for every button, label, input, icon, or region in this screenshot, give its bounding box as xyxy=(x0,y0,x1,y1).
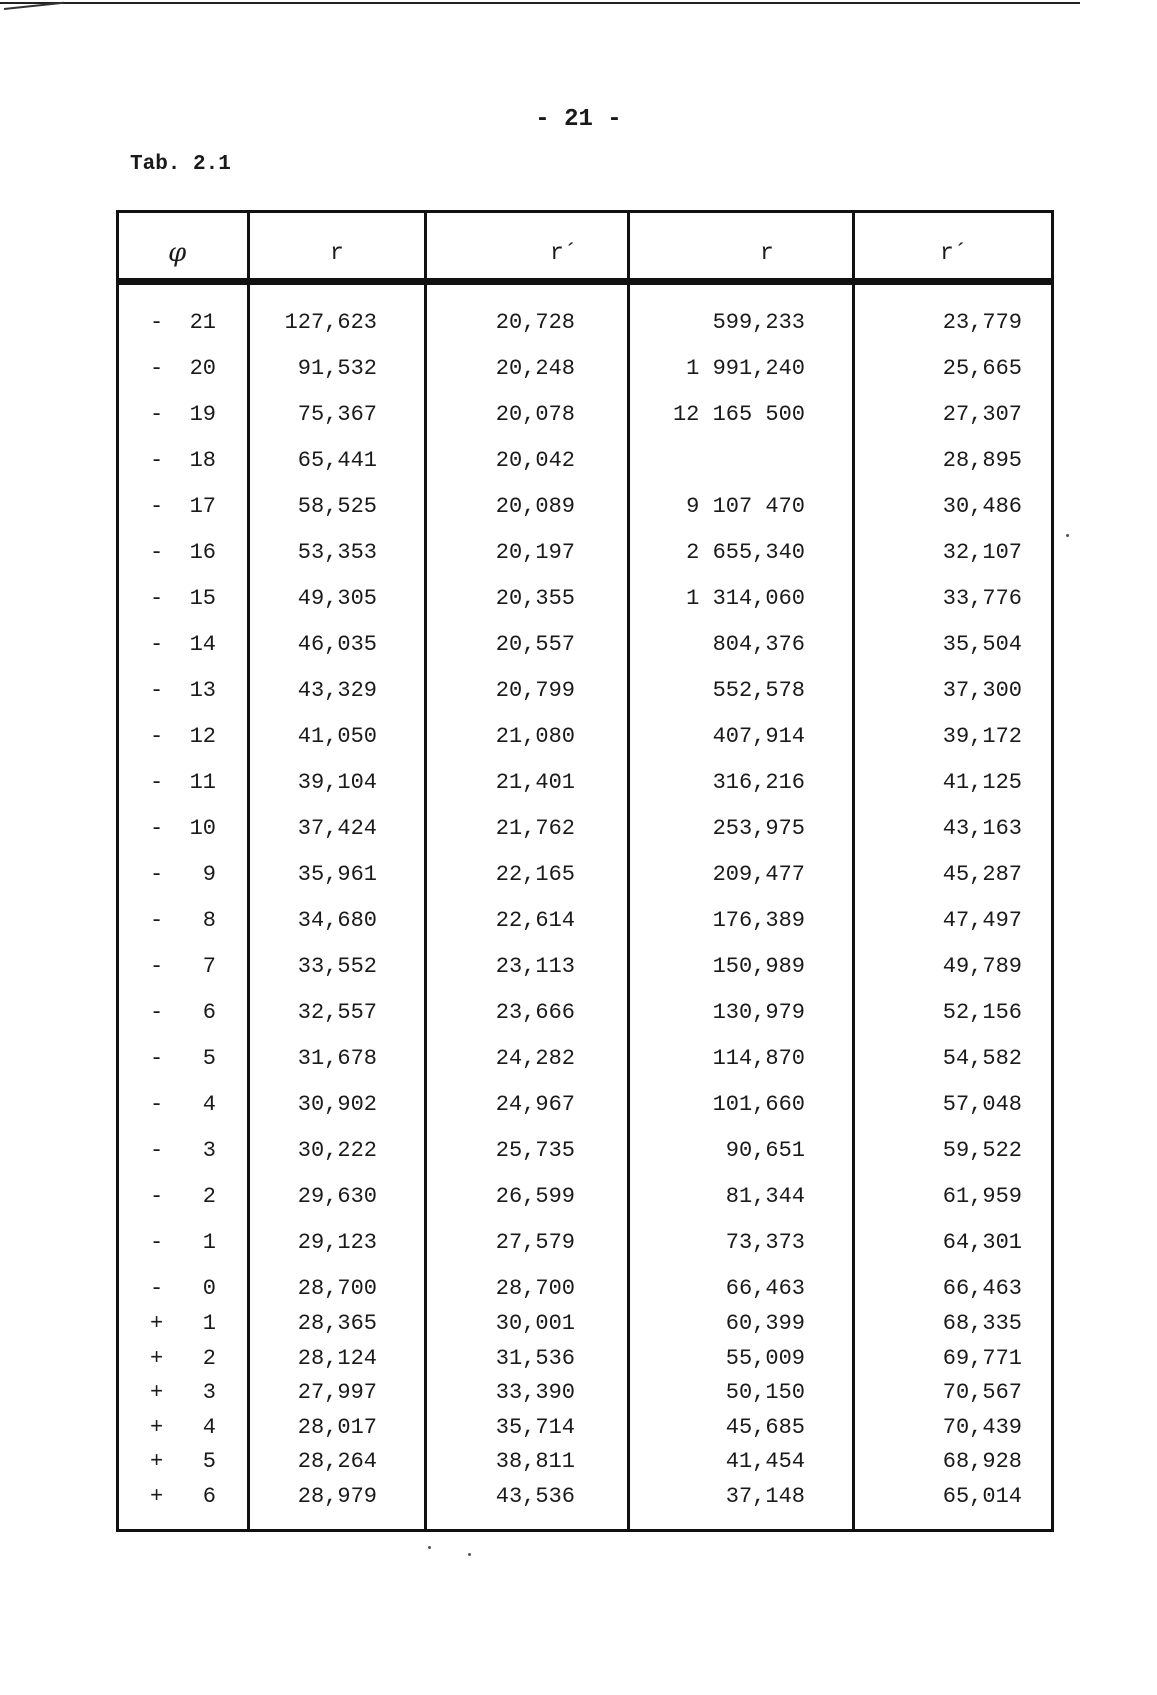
table-cell-rp1: 25,735 xyxy=(495,1138,575,1163)
table-cell-r2: 316,216 xyxy=(712,770,805,795)
table-cell-rp2: 70,567 xyxy=(942,1380,1022,1405)
table-cell-phi xyxy=(150,631,216,659)
table-cell-rp2: 41,125 xyxy=(942,770,1022,795)
table-cell-rp2: 65,014 xyxy=(942,1483,1022,1509)
table-cell-r1: 33,552 xyxy=(297,954,377,979)
header-r-prime: r´ xyxy=(940,240,968,266)
table-cell-phi xyxy=(150,493,216,521)
table-cell-phi xyxy=(150,769,216,797)
table-cell-rp2: 52,156 xyxy=(942,1000,1022,1025)
phi-value: 6 xyxy=(202,1483,216,1509)
table-cell-r1: 65,441 xyxy=(297,448,377,473)
phi-value: 16 xyxy=(189,540,216,565)
table-cell-r1: 41,050 xyxy=(297,724,377,749)
table-cell-rp1: 38,811 xyxy=(495,1449,575,1474)
phi-sign: - xyxy=(150,632,164,657)
table-cell-r1: 34,680 xyxy=(297,908,377,933)
table-cell-phi xyxy=(150,1310,216,1338)
table-cell-r1: 43,329 xyxy=(297,678,377,703)
table-cell-r1: 127,623 xyxy=(284,310,377,335)
table-cell-r1: 27,997 xyxy=(297,1380,377,1405)
table-cell-r2: 101,660 xyxy=(712,1092,805,1117)
phi-sign: - xyxy=(150,356,164,381)
table-cell-phi xyxy=(150,1137,216,1165)
phi-value: 18 xyxy=(189,448,216,473)
table-cell-rp2: 25,665 xyxy=(942,356,1022,381)
table-cell-rp1: 20,197 xyxy=(495,540,575,565)
table-cell-rp2: 27,307 xyxy=(942,402,1022,427)
table-cell-r1: 28,017 xyxy=(297,1414,377,1440)
phi-sign: - xyxy=(150,402,164,427)
table-cell-rp2: 33,776 xyxy=(942,586,1022,611)
table-cell-phi xyxy=(150,1229,216,1257)
table-cell-phi xyxy=(150,1379,216,1407)
table-cell-rp2: 43,163 xyxy=(942,816,1022,841)
table-cell-r1: 30,902 xyxy=(297,1092,377,1117)
phi-value: 19 xyxy=(189,402,216,427)
table-cell-rp2: 66,463 xyxy=(942,1276,1022,1301)
table-cell-phi xyxy=(150,1275,216,1303)
table-cell-phi xyxy=(150,401,216,429)
table-cell-rp1: 20,557 xyxy=(495,632,575,657)
table-cell-r2: 41,454 xyxy=(725,1449,805,1474)
table-frame xyxy=(116,210,1054,1532)
table-cell-rp2: 69,771 xyxy=(942,1345,1022,1371)
table-cell-rp2: 23,779 xyxy=(942,310,1022,335)
phi-value: 3 xyxy=(202,1138,216,1163)
header-r-prime: r´ xyxy=(550,240,578,266)
phi-sign: - xyxy=(150,1000,164,1025)
table-cell-rp2: 47,497 xyxy=(942,908,1022,933)
table-cell-r2: 176,389 xyxy=(712,908,805,933)
phi-sign: + xyxy=(150,1483,164,1509)
table-cell-rp1: 20,799 xyxy=(495,678,575,703)
table-cell-rp1: 33,390 xyxy=(495,1380,575,1405)
header-phi: φ xyxy=(168,238,187,268)
table-cell-r2: 804,376 xyxy=(712,632,805,657)
phi-sign: - xyxy=(150,724,164,749)
column-divider xyxy=(247,210,250,1532)
phi-value: 20 xyxy=(189,356,216,381)
table-cell-rp1: 23,666 xyxy=(495,1000,575,1025)
table-cell-phi xyxy=(150,1183,216,1211)
table-cell-rp1: 28,700 xyxy=(495,1276,575,1301)
table-cell-r2: 37,148 xyxy=(725,1483,805,1509)
header-r: r xyxy=(330,240,344,266)
scan-speck xyxy=(468,1553,471,1556)
table-cell-rp1: 21,401 xyxy=(495,770,575,795)
phi-sign: - xyxy=(150,586,164,611)
table-cell-r2: 55,009 xyxy=(725,1345,805,1371)
table-cell-r2: 2 655,340 xyxy=(686,540,805,565)
table-cell-rp1: 20,089 xyxy=(495,494,575,519)
table-cell-r2: 9 107 470 xyxy=(686,494,805,519)
page-top-rule xyxy=(0,2,1080,4)
table-cell-phi xyxy=(150,1414,216,1442)
table-cell-r1: 46,035 xyxy=(297,632,377,657)
table-cell-r1: 31,678 xyxy=(297,1046,377,1071)
phi-value: 2 xyxy=(202,1345,216,1371)
phi-value: 14 xyxy=(189,632,216,657)
table-cell-r1: 28,124 xyxy=(297,1345,377,1371)
header-r: r xyxy=(760,240,774,266)
phi-sign: - xyxy=(150,770,164,795)
table-cell-r2: 50,150 xyxy=(725,1380,805,1405)
table-cell-phi xyxy=(150,907,216,935)
table-cell-rp1: 20,355 xyxy=(495,586,575,611)
table-cell-r1: 28,979 xyxy=(297,1483,377,1509)
table-cell-phi xyxy=(150,953,216,981)
table-cell-rp2: 28,895 xyxy=(942,448,1022,473)
table-cell-rp2: 68,335 xyxy=(942,1311,1022,1336)
table-cell-rp2: 49,789 xyxy=(942,954,1022,979)
table-cell-r2: 12 165 500 xyxy=(672,402,805,427)
table-cell-r1: 53,353 xyxy=(297,540,377,565)
table-cell-rp1: 21,762 xyxy=(495,816,575,841)
phi-sign: - xyxy=(150,494,164,519)
table-cell-phi xyxy=(150,1345,216,1373)
column-divider xyxy=(424,210,427,1532)
phi-sign: + xyxy=(150,1311,164,1336)
table-cell-phi xyxy=(150,861,216,889)
table-cell-rp2: 57,048 xyxy=(942,1092,1022,1117)
table-cell-rp1: 30,001 xyxy=(495,1311,575,1336)
phi-sign: - xyxy=(150,816,164,841)
phi-sign: + xyxy=(150,1449,164,1474)
table-cell-rp2: 54,582 xyxy=(942,1046,1022,1071)
table-cell-r2: 150,989 xyxy=(712,954,805,979)
table-cell-rp1: 20,042 xyxy=(495,448,575,473)
phi-sign: - xyxy=(150,1046,164,1071)
phi-value: 10 xyxy=(189,816,216,841)
table-cell-rp2: 70,439 xyxy=(942,1414,1022,1440)
table-cell-r1: 28,700 xyxy=(297,1276,377,1301)
table-cell-rp2: 37,300 xyxy=(942,678,1022,703)
table-cell-rp2: 59,522 xyxy=(942,1138,1022,1163)
table-cell-phi xyxy=(150,723,216,751)
table-cell-phi xyxy=(150,1448,216,1476)
table-cell-rp1: 24,967 xyxy=(495,1092,575,1117)
table-cell-phi xyxy=(150,1483,216,1511)
phi-sign: - xyxy=(150,908,164,933)
phi-value: 7 xyxy=(202,954,216,979)
phi-sign: - xyxy=(150,1230,164,1255)
table-cell-r2: 1 991,240 xyxy=(686,356,805,381)
phi-value: 1 xyxy=(202,1230,216,1255)
table-cell-rp1: 20,248 xyxy=(495,356,575,381)
phi-sign: + xyxy=(150,1414,164,1440)
table-cell-r2: 209,477 xyxy=(712,862,805,887)
table-cell-rp2: 68,928 xyxy=(942,1449,1022,1474)
table-cell-r2: 253,975 xyxy=(712,816,805,841)
scan-speck xyxy=(428,1546,431,1549)
table-cell-rp2: 61,959 xyxy=(942,1184,1022,1209)
phi-sign: - xyxy=(150,540,164,565)
table-cell-r1: 28,264 xyxy=(297,1449,377,1474)
table-cell-phi xyxy=(150,1045,216,1073)
phi-value: 2 xyxy=(202,1184,216,1209)
table-cell-r2: 90,651 xyxy=(725,1138,805,1163)
phi-sign: - xyxy=(150,862,164,887)
table-cell-r2: 73,373 xyxy=(725,1230,805,1255)
phi-value: 5 xyxy=(202,1046,216,1071)
phi-value: 0 xyxy=(202,1276,216,1301)
table-cell-r1: 49,305 xyxy=(297,586,377,611)
table-cell-r2: 66,463 xyxy=(725,1276,805,1301)
table-cell-r2: 407,914 xyxy=(712,724,805,749)
table-cell-r1: 29,630 xyxy=(297,1184,377,1209)
table-cell-rp1: 22,165 xyxy=(495,862,575,887)
table-cell-r1: 29,123 xyxy=(297,1230,377,1255)
phi-value: 9 xyxy=(202,862,216,887)
phi-sign: - xyxy=(150,954,164,979)
table-cell-r2: 552,578 xyxy=(712,678,805,703)
table-cell-r1: 39,104 xyxy=(297,770,377,795)
table-cell-phi xyxy=(150,539,216,567)
phi-sign: - xyxy=(150,1092,164,1117)
table-header-rule xyxy=(116,278,1054,285)
table-cell-rp2: 30,486 xyxy=(942,494,1022,519)
page-number: - 21 - xyxy=(535,106,622,133)
table-cell-phi xyxy=(150,355,216,383)
phi-value: 5 xyxy=(202,1449,216,1474)
phi-sign: + xyxy=(150,1380,164,1405)
table-cell-r1: 28,365 xyxy=(297,1311,377,1336)
table-cell-r2: 60,399 xyxy=(725,1311,805,1336)
phi-sign: - xyxy=(150,1184,164,1209)
table-cell-rp2: 35,504 xyxy=(942,632,1022,657)
table-cell-rp1: 43,536 xyxy=(495,1483,575,1509)
table-cell-rp1: 22,614 xyxy=(495,908,575,933)
table-cell-rp1: 21,080 xyxy=(495,724,575,749)
phi-sign: - xyxy=(150,678,164,703)
column-divider xyxy=(627,210,630,1532)
table-cell-r1: 35,961 xyxy=(297,862,377,887)
scan-speck xyxy=(1066,534,1069,537)
table-cell-r1: 75,367 xyxy=(297,402,377,427)
phi-sign: - xyxy=(150,448,164,473)
phi-sign: + xyxy=(150,1345,164,1371)
table-cell-rp2: 45,287 xyxy=(942,862,1022,887)
table-cell-r2: 114,870 xyxy=(712,1046,805,1071)
table-cell-r2: 1 314,060 xyxy=(686,586,805,611)
table-cell-rp2: 32,107 xyxy=(942,540,1022,565)
table-cell-phi xyxy=(150,447,216,475)
table-cell-phi xyxy=(150,677,216,705)
phi-value: 1 xyxy=(202,1311,216,1336)
phi-value: 11 xyxy=(189,770,216,795)
table-cell-r1: 91,532 xyxy=(297,356,377,381)
table-cell-rp1: 20,078 xyxy=(495,402,575,427)
phi-sign: - xyxy=(150,1138,164,1163)
phi-value: 4 xyxy=(202,1414,216,1440)
table-cell-rp2: 64,301 xyxy=(942,1230,1022,1255)
table-cell-rp2: 39,172 xyxy=(942,724,1022,749)
phi-value: 3 xyxy=(202,1380,216,1405)
phi-value: 4 xyxy=(202,1092,216,1117)
table-cell-rp1: 26,599 xyxy=(495,1184,575,1209)
table-cell-phi xyxy=(150,815,216,843)
table-cell-rp1: 31,536 xyxy=(495,1345,575,1371)
table-cell-phi xyxy=(150,1091,216,1119)
table-cell-rp1: 35,714 xyxy=(495,1414,575,1440)
table-cell-r2: 81,344 xyxy=(725,1184,805,1209)
phi-value: 13 xyxy=(189,678,216,703)
phi-value: 21 xyxy=(189,310,216,335)
phi-value: 6 xyxy=(202,1000,216,1025)
table-cell-rp1: 27,579 xyxy=(495,1230,575,1255)
phi-sign: - xyxy=(150,310,164,335)
phi-value: 15 xyxy=(189,586,216,611)
table-cell-rp1: 24,282 xyxy=(495,1046,575,1071)
table-cell-phi xyxy=(150,585,216,613)
table-cell-r1: 37,424 xyxy=(297,816,377,841)
phi-value: 12 xyxy=(189,724,216,749)
table-cell-r2: 130,979 xyxy=(712,1000,805,1025)
table-cell-rp1: 23,113 xyxy=(495,954,575,979)
column-divider xyxy=(852,210,855,1532)
table-label: Tab. 2.1 xyxy=(130,153,231,176)
table-cell-rp1: 20,728 xyxy=(495,310,575,335)
table-cell-phi xyxy=(150,309,216,337)
table-cell-r2: 45,685 xyxy=(725,1414,805,1440)
table-cell-r1: 58,525 xyxy=(297,494,377,519)
phi-value: 17 xyxy=(189,494,216,519)
table-cell-r1: 30,222 xyxy=(297,1138,377,1163)
table-cell-r1: 32,557 xyxy=(297,1000,377,1025)
table-cell-phi xyxy=(150,999,216,1027)
phi-value: 8 xyxy=(202,908,216,933)
phi-sign: - xyxy=(150,1276,164,1301)
table-cell-r2: 599,233 xyxy=(712,310,805,335)
